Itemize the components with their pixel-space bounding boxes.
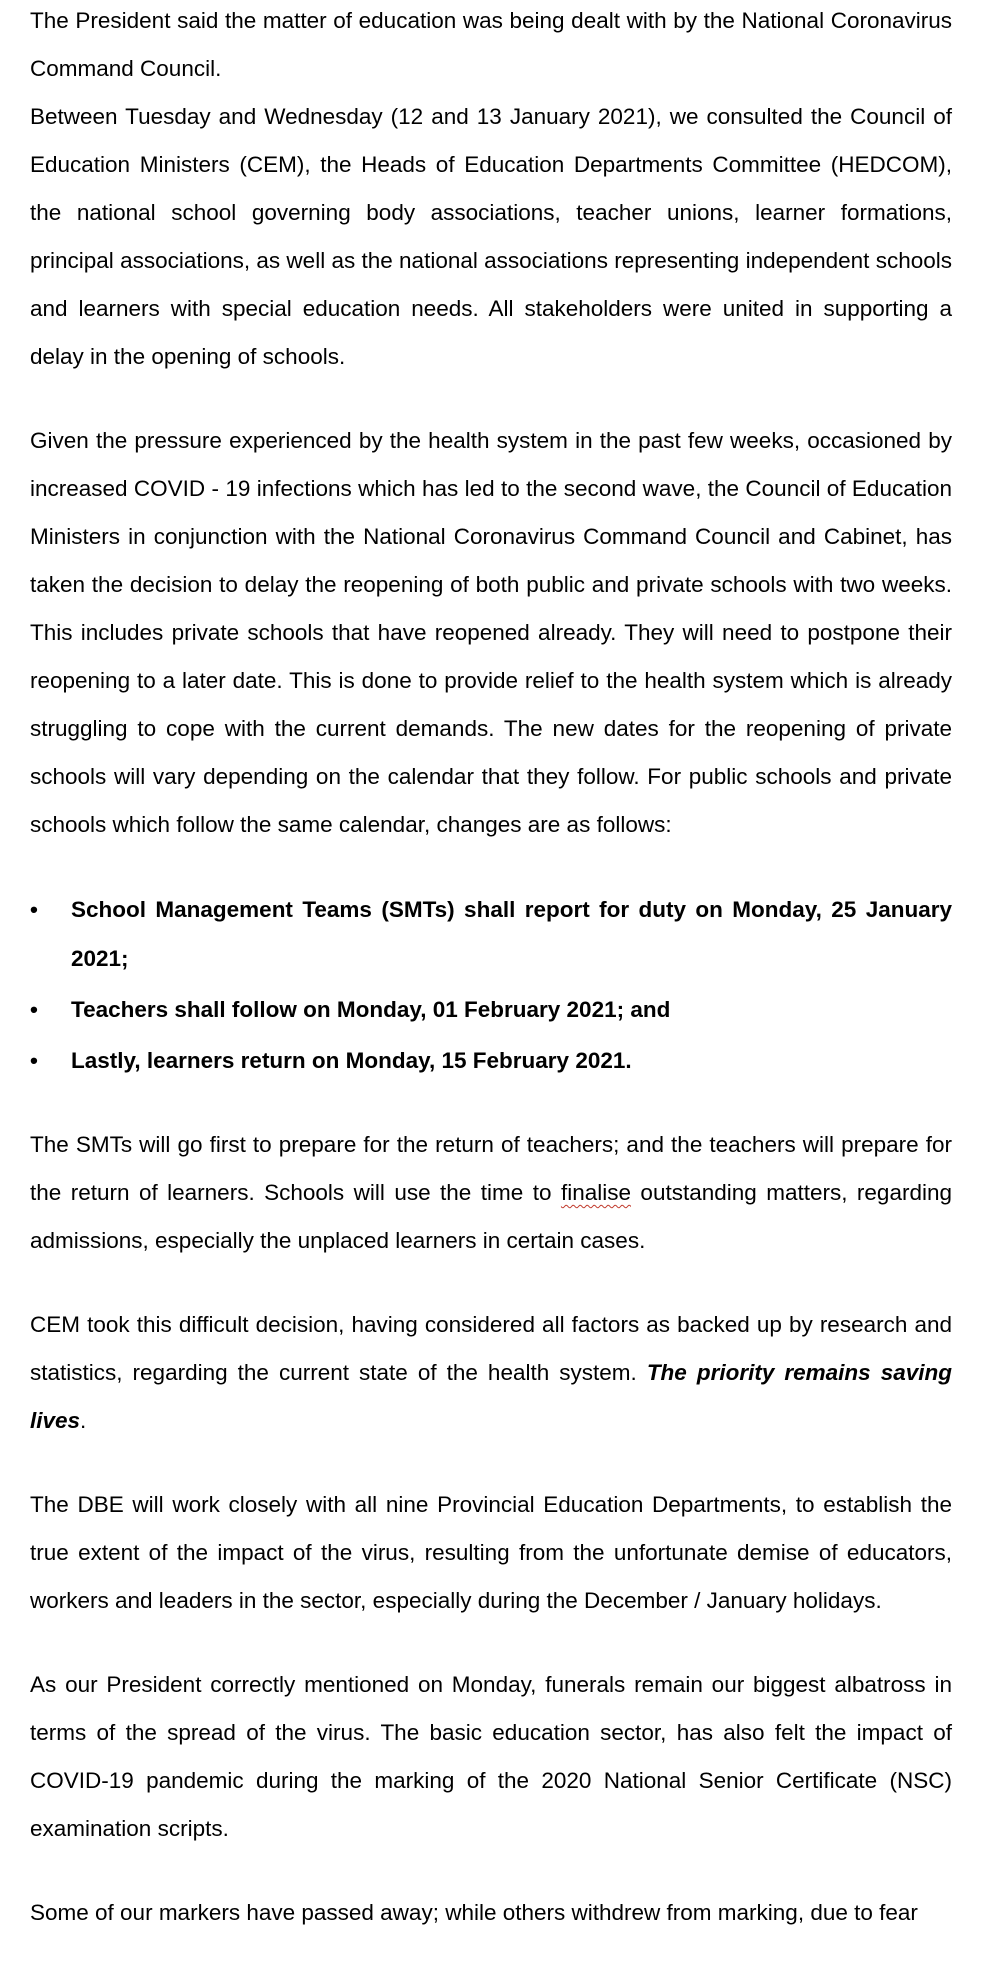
text-run: The SMTs will go first to prepare for the return of teachers; and the teachers will prepare for the return of learners. Schools will use the time to <box>30 1132 952 1205</box>
text-run: . <box>80 1408 87 1433</box>
list-item-text: Teachers shall follow on Monday, 01 February 2021; and <box>71 997 671 1022</box>
paragraph-funerals: As our President correctly mentioned on Monday, funerals remain our biggest albatross in terms of the spread of the virus. The basic education sector, has also felt the impact of COVID-19 pandemic during the marking of the 2020 National Senior Certificate (NSC) examination scripts. <box>30 1672 952 1841</box>
list-item-smt-date <box>30 885 952 983</box>
list-item-text: School Management Teams (SMTs) shall report for duty on Monday, 25 January 2021; <box>71 897 952 971</box>
paragraph-cem-decision <box>30 1301 952 1445</box>
bullet-icon <box>30 885 46 934</box>
bullet-icon <box>30 985 46 1034</box>
reopening-dates-list <box>30 885 952 1085</box>
paragraph-smt-preparation <box>30 1121 952 1265</box>
list-item-text: Lastly, learners return on Monday, 15 February 2021. <box>71 1048 632 1073</box>
paragraph-consultation: Between Tuesday and Wednesday (12 and 13 January 2021), we consulted the Council of Education Ministers (CEM), the Heads of Education Departments Committee (HEDCOM), the national school governing body associations, teacher unions, learner formations, principal associations, as well as the national associations representing independent schools and learners with special education needs. All stakeholders were united in supporting a delay in the opening of schools. <box>30 104 952 369</box>
bullet-icon <box>30 1036 46 1085</box>
list-item-learners-date <box>30 1036 952 1085</box>
document-page <box>30 0 952 1937</box>
spellcheck-flagged-word[interactable]: finalise <box>560 1180 631 1205</box>
paragraph-president-statement: The President said the matter of education was being dealt with by the National Coronavirus Command Council. <box>30 8 952 81</box>
text-run: outstanding matters, regarding admissions, especially the unplaced learners in certain cases. <box>30 1180 952 1253</box>
text-run: CEM took this difficult decision, having considered all factors as backed up by research and statistics, regarding the current state of the health system. <box>30 1312 952 1385</box>
list-item-teachers-date <box>30 985 952 1034</box>
paragraph-delay-decision: Given the pressure experienced by the health system in the past few weeks, occasioned by increased COVID - 19 infections which has led to the second wave, the Council of Education Ministers in conjunction with the National Coronavirus Command Council and Cabinet, has taken the decision to delay the reopening of both public and private schools with two weeks. This includes private schools that have reopened already. They will need to postpone their reopening to a later date. This is done to provide relief to the health system which is already struggling to cope with the current demands. The new dates for the reopening of private schools will vary depending on the calendar that they follow. For public schools and private schools which follow the same calendar, changes are as follows: <box>30 428 952 837</box>
paragraph-dbe-provinces: The DBE will work closely with all nine Provincial Education Departments, to establish the true extent of the impact of the virus, resulting from the unfortunate demise of educators, workers and leaders in the sector, especially during the December / January holidays. <box>30 1492 952 1613</box>
emphasis-priority: The priority remains saving lives <box>30 1360 952 1433</box>
paragraph-markers: Some of our markers have passed away; while others withdrew from marking, due to fear <box>30 1900 918 1925</box>
